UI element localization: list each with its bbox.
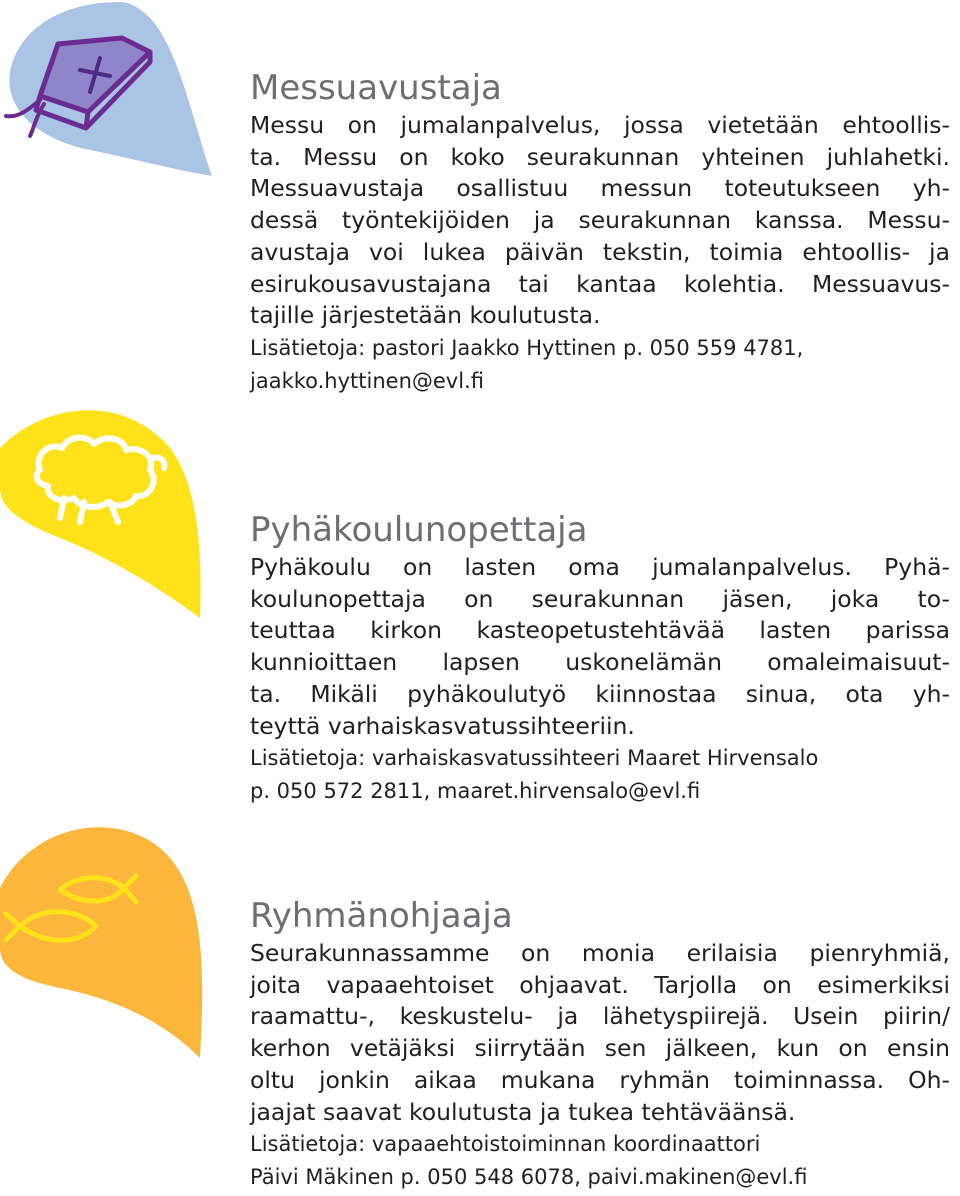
body-line: raamattu-, keskustelu- ja lähetyspiirejä. Usein piirin/ bbox=[250, 1002, 950, 1031]
body-line: Messuavustaja osallistuu messun toteutukseen yh- bbox=[250, 174, 950, 203]
section-pyhakoulunopettaja bbox=[250, 510, 950, 808]
body-line: esirukousavustajana tai kantaa kolehtia. Messuavus- bbox=[250, 269, 950, 298]
body-line: teyttä varhaiskasvatussihteeriin. bbox=[250, 711, 635, 740]
info-line: Päivi Mäkinen p. 050 548 6078, paivi.makinen@evl.fi bbox=[250, 1165, 808, 1190]
info-line: p. 050 572 2811, maaret.hirvensalo@evl.fi bbox=[250, 779, 701, 804]
section-heading: Messuavustaja bbox=[250, 68, 502, 108]
section-ryhmanohjaaja bbox=[250, 896, 950, 1194]
orange-drop bbox=[0, 818, 220, 1078]
section-body bbox=[250, 552, 950, 742]
contact-info bbox=[250, 742, 950, 808]
yellow-drop bbox=[0, 398, 210, 638]
body-line: teuttaa kirkon kasteopetustehtävää lasten parissa bbox=[250, 616, 950, 645]
body-line: avustaja voi lukea päivän tekstin, toimia ehtoollis- ja bbox=[250, 237, 950, 266]
contact-info bbox=[250, 1128, 950, 1194]
info-line: Lisätietoja: vapaaehtoistoiminnan koordinaattori bbox=[250, 1132, 761, 1157]
body-line: oltu jonkin aikaa mukana ryhmän toiminnassa. Oh- bbox=[250, 1065, 950, 1094]
section-heading: Ryhmänohjaaja bbox=[250, 896, 513, 936]
body-line: kerhon vetäjäksi siirrytään sen jälkeen, kun on ensin bbox=[250, 1034, 950, 1063]
body-line: Pyhäkoulu on lasten oma jumalanpalvelus. Pyhä- bbox=[250, 553, 950, 581]
body-line: dessä työntekijöiden ja seurakunnan kanssa. Messu- bbox=[250, 206, 950, 235]
body-line: ta. Mikäli pyhäkoulutyö kiinnostaa sinua, ota yh- bbox=[250, 679, 950, 708]
contact-info bbox=[250, 332, 950, 398]
body-line: kunnioittaen lapsen uskonelämän omaleimaisuut- bbox=[250, 648, 950, 677]
body-line: ta. Messu on koko seurakunnan yhteinen juhlahetki. bbox=[250, 142, 950, 171]
blue-drop bbox=[0, 0, 220, 190]
body-line: koulunopettaja on seurakunnan jäsen, joka to- bbox=[250, 584, 950, 613]
section-heading: Pyhäkoulunopettaja bbox=[250, 510, 588, 550]
section-body bbox=[250, 938, 950, 1128]
body-line: Messu on jumalanpalvelus, jossa vietetään ehtoollis- bbox=[250, 111, 950, 139]
section-body bbox=[250, 110, 950, 332]
info-line: Lisätietoja: varhaiskasvatussihteeri Maaret Hirvensalo bbox=[250, 746, 819, 771]
body-line: joita vapaaehtoiset ohjaavat. Tarjolla on esimerkiksi bbox=[250, 970, 950, 999]
section-messuavustaja bbox=[250, 68, 950, 398]
body-line: jaajat saavat koulutusta ja tukea tehtäväänsä. bbox=[250, 1097, 796, 1126]
info-line: Lisätietoja: pastori Jaakko Hyttinen p. 050 559 4781, bbox=[250, 335, 804, 360]
body-line: Seurakunnassamme on monia erilaisia pienryhmiä, bbox=[250, 939, 950, 967]
body-line: tajille järjestetään koulutusta. bbox=[250, 301, 601, 330]
info-line: jaakko.hyttinen@evl.fi bbox=[250, 368, 484, 393]
